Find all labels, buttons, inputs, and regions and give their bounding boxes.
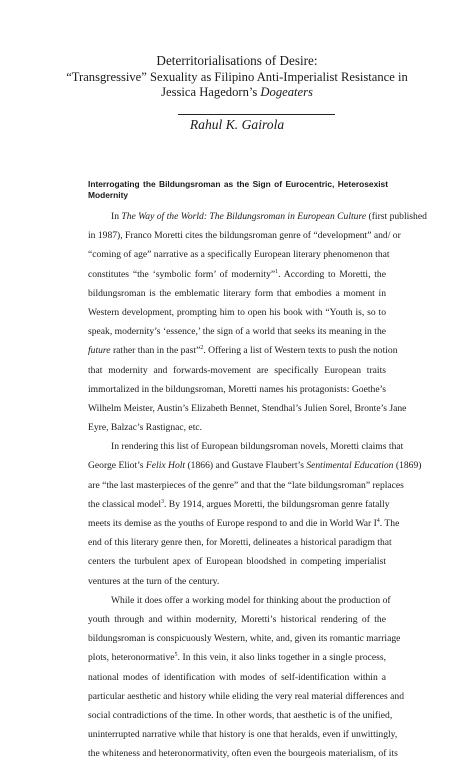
section-heading: Interrogating the Bildungsroman as the Sign of Eurocentric, Heterosexist Modernity (88, 179, 388, 200)
p1-line-10: immortalized in the bildungsroman, Moretti names his protagonists: Goethe’s (88, 383, 386, 395)
footnote-ref-4[interactable]: 4 (376, 517, 380, 524)
p1-line-6: Western development, prompting him to open his book with “Youth is, so to (88, 306, 386, 318)
p2-l4-text: the classical model (88, 498, 161, 510)
p3-line-7: social contradictions of the time. In other words, that aesthetic is of the unified, (88, 709, 393, 721)
footnote-ref-1[interactable]: 1 (275, 268, 279, 275)
p2-l2-text-mid: (1866) and Gustave Flaubert’s (185, 460, 307, 472)
p2-l2-text: George Eliot’s (88, 460, 146, 472)
p3-line-6: particular aesthetic and history while eliding the very real material differences and (88, 690, 405, 702)
p1-line-8 (88, 341, 398, 360)
p1-l4-text: constitutes “the ‘symbolic form’ of modernity” (88, 268, 276, 280)
subtitle-line-2-text: Jessica Hagedorn’s (161, 85, 261, 99)
p1-l1-text: In (111, 211, 122, 222)
footnote-ref-5[interactable]: 5 (174, 652, 178, 659)
p2-l2-book-title-2: Sentimental Education (306, 460, 394, 472)
p2-line-8: ventures at the turn of the century. (88, 575, 220, 587)
p2-l2-book-title-1: Felix Holt (145, 460, 186, 472)
p1-line-7: speak, modernity’s ‘essence,’ the sign of a world that seeks its meaning in the (88, 326, 386, 338)
p1-line-3: “coming of age” narrative as a specifically European literary phenomenon that (88, 249, 390, 261)
p1-l8-text: rather than in the past” (110, 345, 201, 357)
p3-l4-text-end: . In this vein, it also links together in a single process, (177, 652, 386, 664)
p1-line-5: bildungsroman is the emblematic literary form that embodies a moment in (88, 287, 386, 299)
p1-line-1 (88, 207, 427, 226)
p2-l2-text-end: (1869) (393, 460, 422, 472)
p1-l4-text-end: . According to Moretti, the (278, 268, 386, 280)
author-name: Rahul K. Gairola (189, 117, 285, 132)
p2-line-5 (88, 514, 400, 533)
p1-line-12: Eyre, Balzac’s Rastignac, etc. (88, 422, 203, 434)
subtitle-book-title: Dogeaters (260, 85, 313, 99)
footnote-ref-2[interactable]: 2 (200, 345, 204, 352)
p2-l4-text-end: . By 1914, argues Moretti, the bildungsroman genre fatally (164, 498, 390, 510)
p3-line-4 (88, 648, 386, 667)
p1-l1-text-end: (first published (366, 211, 427, 222)
p1-line-11: Wilhelm Meister, Austin’s Elizabeth Bennet, Stendhal’s Julien Sorel, Bronte’s Jane (88, 402, 407, 414)
p2-line-1: In rendering this list of European bildungsroman novels, Moretti claims that (111, 441, 404, 453)
p3-line-2: youth through and within modernity, Moretti’s historical rendering of the (88, 613, 386, 625)
p3-l4-text: plots, heteronormative (88, 652, 175, 664)
p1-line-2: in 1987), Franco Moretti cites the bildungsroman genre of “development” and/ or (88, 230, 401, 242)
p3-line-3: bildungsroman is conspicuously Western, white, and, given its romantic marriage (88, 633, 401, 645)
p2-line-3: are “the last masterpieces of the genre” and that the “late bildungsroman” replaces (88, 479, 404, 491)
p1-line-9: that modernity and forwards-movement are specifically European traits (88, 364, 386, 376)
paper-subtitle (60, 70, 414, 100)
footnote-ref-3[interactable]: 3 (161, 498, 164, 505)
p1-line-4 (88, 265, 386, 284)
p2-l5-text: meets its demise as the youths of Europe respond to and die in World War I (88, 518, 377, 529)
p3-line-9: the whiteness and heteronormativity, often even the bourgeois materialism, of its (88, 748, 398, 760)
p2-line-7: centers the turbulent apex of European bloodshed in competing imperialist (88, 556, 386, 568)
paper-title: Deterritorialisations of Desire: (156, 53, 318, 68)
body-text (88, 207, 427, 763)
p1-l1-book-title: The Way of the World: The Bildungsroman in European Culture (121, 211, 367, 222)
title-rule (178, 114, 335, 115)
subtitle-line-2 (60, 85, 414, 100)
p1-l8-text-end: . Offering a list of Western texts to push the notion (203, 345, 398, 357)
p2-line-6: end of this literary genre then, for Moretti, delineates a historical paradigm that (88, 537, 392, 549)
p1-l8-italic: future (88, 345, 111, 357)
subtitle-line-1: “Transgressive” Sexuality as Filipino Anti-Imperialist Resistance in (66, 70, 408, 84)
p2-line-4 (88, 495, 390, 514)
p3-line-8: uninterrupted narrative while that history is one that heralds, even if unwittingly, (88, 729, 398, 741)
p3-line-1: While it does offer a working model for thinking about the production of (111, 594, 391, 606)
p2-l5-text-end: . The (379, 518, 400, 529)
p3-line-5: national modes of identification with modes of self-identification within a (88, 671, 386, 683)
p2-line-2 (88, 456, 422, 475)
